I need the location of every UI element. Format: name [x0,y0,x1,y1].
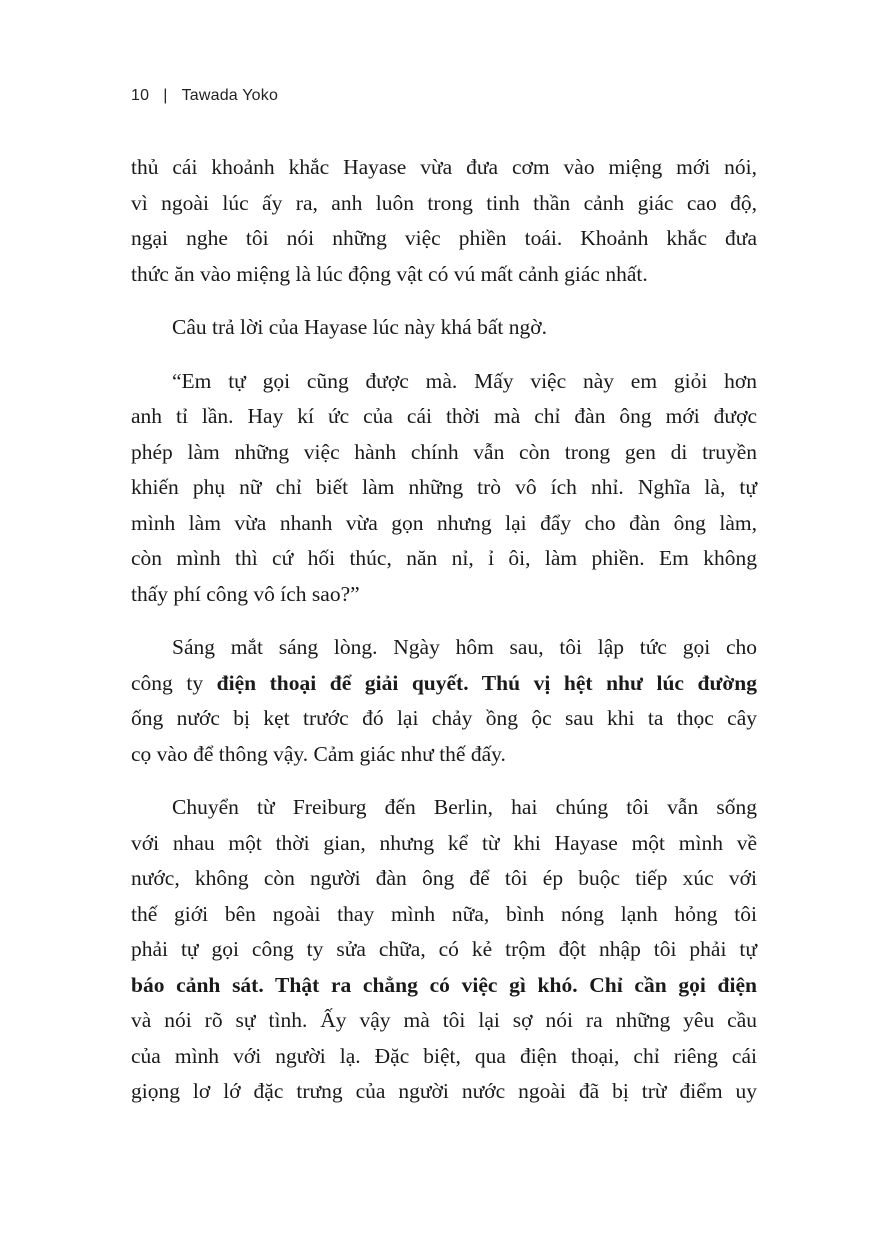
text-line: vì ngoài lúc ấy ra, anh luôn trong tinh thần cảnh giác cao độ, [131,190,757,215]
text-line: ngại nghe tôi nói những việc phiền toái. Khoảnh khắc đưa [131,226,757,250]
text-line: và nói rõ sự tình. Ấy vậy mà tôi lại sợ nói ra những yêu cầu [131,1008,757,1032]
text-line: phải tự gọi công ty sửa chữa, có kẻ trộm đột nhập tôi phải tự [131,937,757,961]
paragraph [131,790,757,1110]
text-line: giọng lơ lớ đặc trưng của người nước ngoài đã bị trừ điểm uy [131,1079,757,1103]
text-line: cọ vào để thông vậy. Cảm giác như thế đấy. [131,741,506,766]
text-line-mixed [131,666,757,702]
text-line: thế giới bên ngoài thay mình nữa, bình nóng lạnh hỏng tôi [131,901,757,926]
text-line: với nhau một thời gian, nhưng kể từ khi Hayase một mình về [131,830,757,855]
text-line: Câu trả lời của Hayase lúc này khá bất ngờ. [172,315,547,339]
text-line: còn mình thì cứ hối thúc, năn nỉ, ỉ ôi, làm phiền. Em không [131,546,757,570]
bold-text-line: báo cảnh sát. Thật ra chẳng có việc gì khó. Chỉ cần gọi điện [131,972,757,997]
text-line: ống nước bị kẹt trước đó lại chảy ồng ộc sau khi ta thọc cây [131,706,757,730]
page-number: 10 [131,87,150,104]
paragraph [131,310,757,346]
paragraph [131,630,757,772]
text-run: công ty [131,670,217,695]
text-line: thức ăn vào miệng là lúc động vật có vú mất cảnh giác nhất. [131,261,648,286]
text-line: anh tỉ lần. Hay kí ức của cái thời mà chỉ đàn ông mới được [131,404,757,428]
running-header [131,87,278,105]
paragraph [131,150,757,292]
text-line: khiến phụ nữ chỉ biết làm những trò vô ích nhỉ. Nghĩa là, tự [131,475,757,499]
header-separator: | [163,87,168,104]
text-line: thủ cái khoảnh khắc Hayase vừa đưa cơm vào miệng mới nói, [131,155,757,179]
page-body [131,150,757,1128]
paragraph [131,364,757,613]
text-line: của mình với người lạ. Đặc biệt, qua điện thoại, chỉ riêng cái [131,1043,757,1068]
text-line: phép làm những việc hành chính vẫn còn trong gen di truyền [131,439,757,464]
text-line: Sáng mắt sáng lòng. Ngày hôm sau, tôi lập tức gọi cho [172,635,757,659]
text-line: “Em tự gọi cũng được mà. Mấy việc này em giỏi hơn [172,368,757,393]
text-line: mình làm vừa nhanh vừa gọn nhưng lại đẩy cho đàn ông làm, [131,510,757,535]
text-line: Chuyển từ Freiburg đến Berlin, hai chúng tôi vẫn sống [172,795,757,819]
author-name: Tawada Yoko [181,87,279,104]
text-line: thấy phí công vô ích sao?” [131,581,360,606]
bold-text-run: điện thoại để giải quyết. Thú vị hệt như lúc đường [216,670,757,695]
text-line: nước, không còn người đàn ông để tôi ép buộc tiếp xúc với [131,866,757,890]
